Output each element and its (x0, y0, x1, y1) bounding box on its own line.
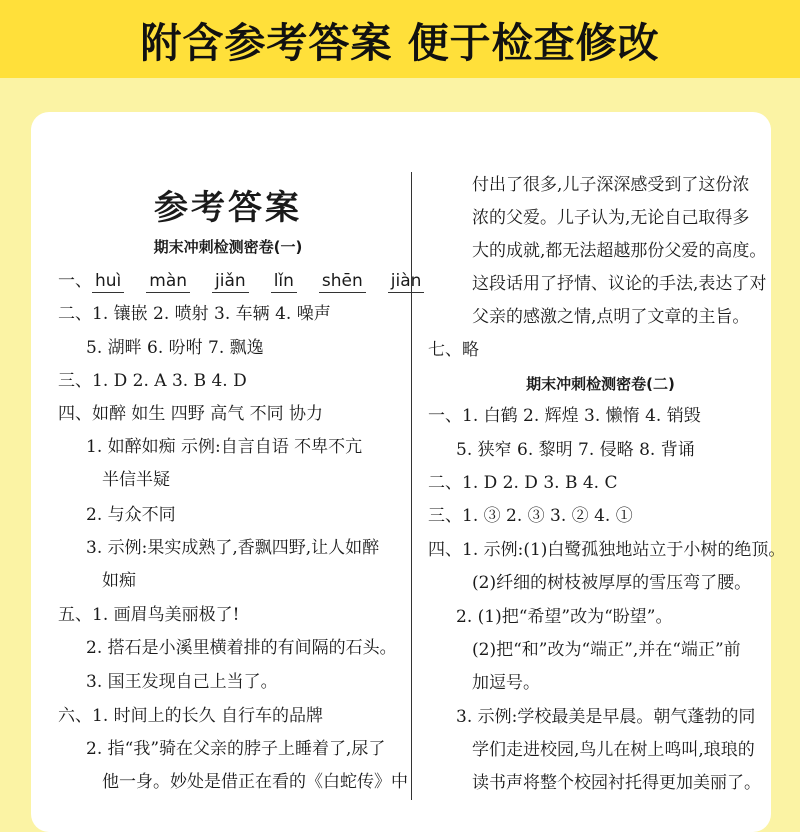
test1-heading: 期末冲刺检测密卷(一) (153, 238, 303, 256)
answer-line: 1. 如醉如痴 示例:自言自语 不卑不亢 (86, 437, 363, 457)
pinyin-blank: màn (146, 270, 190, 293)
answer-line: 浓的父爱。儿子认为,无论自己取得多 (472, 208, 750, 228)
doc-title: 参考答案 (154, 188, 302, 228)
q1-pinyin-line (58, 270, 446, 293)
answer-line: 付出了很多,儿子深深感受到了这份浓 (472, 175, 750, 195)
banner-text: 附含参考答案 便于检查修改 (140, 18, 660, 67)
answer-line: 二、1. D 2. D 3. B 4. C (428, 473, 618, 493)
q1-prefix: 一、 (58, 271, 92, 291)
answer-line: 三、1. ③ 2. ③ 3. ② 4. ① (428, 506, 633, 526)
pinyin-blank: lǐn (271, 270, 297, 293)
answer-line: 二、1. 镶嵌 2. 喷射 3. 车辆 4. 噪声 (58, 304, 331, 324)
answer-line: 5. 湖畔 6. 吩咐 7. 飘逸 (86, 338, 264, 358)
answer-line: 2. 搭石是小溪里横着排的有间隔的石头。 (86, 638, 397, 658)
promo-banner (0, 0, 800, 78)
answer-line: 2. 与众不同 (86, 505, 176, 525)
answer-line: 半信半疑 (102, 470, 170, 490)
answer-line: 学们走进校园,鸟儿在树上鸣叫,琅琅的 (472, 740, 755, 760)
answer-line: (2)纤细的树枝被厚厚的雪压弯了腰。 (472, 573, 752, 593)
answer-line: 2. 指“我”骑在父亲的脖子上睡着了,尿了 (86, 739, 386, 759)
answer-line: (2)把“和”改为“端正”,并在“端正”前 (472, 640, 741, 660)
answer-line: 3. 国王发现自己上当了。 (86, 672, 278, 692)
answer-line: 3. 示例:果实成熟了,香飘四野,让人如醉 (86, 538, 380, 558)
answer-line: 四、1. 示例:(1)白鹭孤独地站立于小树的绝顶。 (428, 540, 786, 560)
answer-line: 六、1. 时间上的长久 自行车的品牌 (58, 706, 324, 726)
answer-line: 读书声将整个校园衬托得更加美丽了。 (472, 773, 761, 793)
answer-line: 四、如醉 如生 四野 高气 不同 协力 (58, 404, 324, 424)
answer-line: 大的成就,都无法超越那份父爱的高度。 (472, 241, 767, 261)
answer-line: 三、1. D 2. A 3. B 4. D (58, 371, 247, 391)
answer-line: 一、1. 白鹤 2. 辉煌 3. 懒惰 4. 销毁 (428, 406, 701, 426)
column-divider (411, 172, 412, 800)
answer-line: 他一身。妙处是借正在看的《白蛇传》中 (102, 772, 408, 792)
pinyin-blank: jiǎn (212, 270, 249, 293)
answer-line: 5. 狭窄 6. 黎明 7. 侵略 8. 背诵 (456, 440, 695, 460)
pinyin-blank: shēn (319, 270, 366, 293)
answer-line: 七、略 (428, 340, 479, 360)
answer-line: 如痴 (102, 571, 136, 591)
answer-line: 五、1. 画眉鸟美丽极了! (58, 605, 240, 625)
answer-line: 加逗号。 (472, 673, 540, 693)
answer-line: 2. (1)把“希望”改为“盼望”。 (456, 607, 673, 627)
answer-line: 父亲的感激之情,点明了文章的主旨。 (472, 307, 750, 327)
answer-line: 3. 示例:学校最美是早晨。朝气蓬勃的同 (456, 707, 756, 727)
pinyin-blank: huì (92, 270, 124, 293)
test2-heading: 期末冲刺检测密卷(二) (526, 375, 675, 393)
answer-line: 这段话用了抒情、议论的手法,表达了对 (472, 274, 767, 294)
pinyin-blank: jiàn (388, 270, 425, 293)
